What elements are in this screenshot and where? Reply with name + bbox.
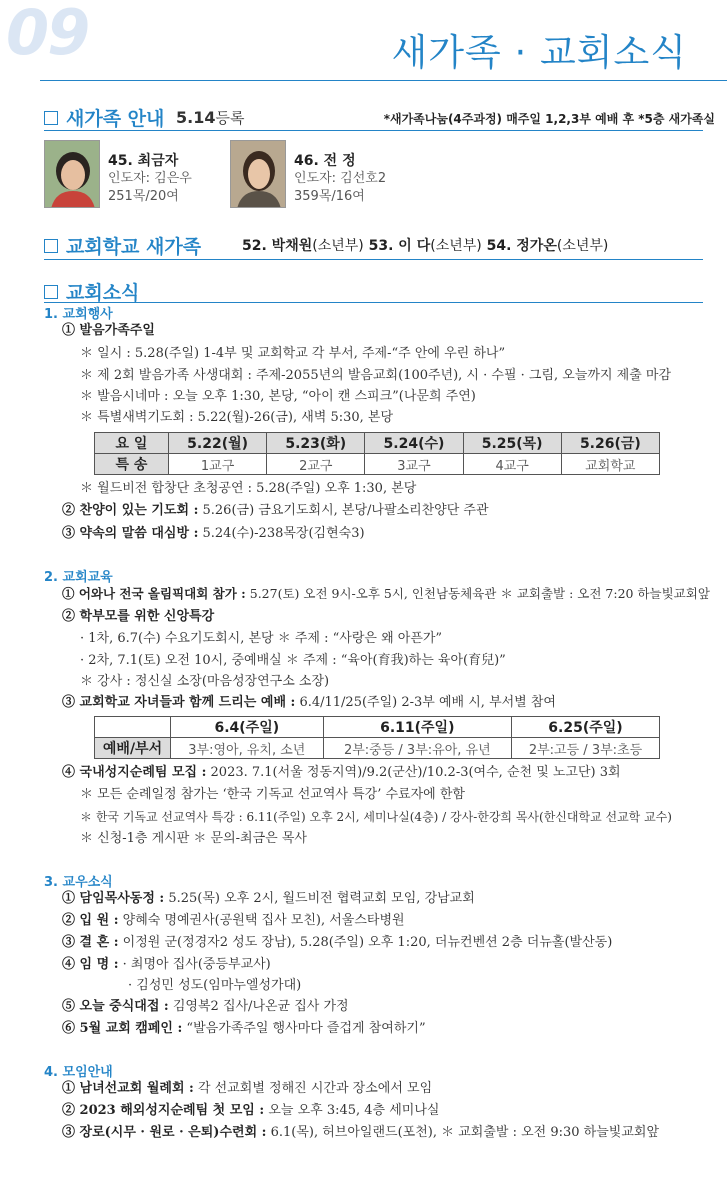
- table-header-cell: [95, 717, 171, 738]
- news-item: ④ 임 명 : · 최명아 집사(중등부교사): [62, 957, 271, 972]
- news-line: ＊ 강사 : 정신실 소장(마음성장연구소 소장): [80, 674, 330, 689]
- news-item: ② 2023 해외성지순례팀 첫 모임 : 오늘 오후 3:45, 4층 세미나실: [62, 1103, 440, 1118]
- table-header-cell: 6.4(주일): [171, 717, 324, 738]
- news-line: · 김성민 성도(임마누엘성가대): [128, 978, 302, 993]
- table-header-cell: 6.25(주일): [512, 717, 660, 738]
- table-header-cell: 5.23(화): [267, 433, 365, 454]
- square-bullet-icon: [44, 285, 58, 299]
- subsection-heading: 2. 교회교육: [44, 570, 113, 585]
- table-header-cell: 5.22(월): [169, 433, 267, 454]
- table-cell: 3부:영아, 유치, 소년: [171, 738, 324, 759]
- header-divider: [40, 80, 727, 81]
- news-line: ＊ 월드비전 합창단 초청공연 : 5.28(주일) 오후 1:30, 본당: [80, 481, 417, 496]
- news-item: ① 남녀선교회 월례회 : 각 선교회별 정해진 시간과 장소에서 모임: [62, 1081, 433, 1096]
- news-item-title: ① 발음가족주일: [62, 323, 155, 338]
- school-entries: 52. 박채원(소년부) 53. 이 다(소년부) 54. 정가온(소년부): [242, 238, 609, 254]
- prayer-schedule-table: [94, 432, 660, 475]
- news-item: ④ 국내성지순례팀 모집 : 2023. 7.1(서울 정동지역)/9.2(군산)/10.2-3(여수, 순천 및 노고단) 3회: [62, 765, 621, 780]
- newfamily-person-2: 46. 전 정 인도자: 김선호2 359목/16여: [294, 153, 387, 204]
- news-line: ＊ 신청-1층 게시판 ＊ 문의-최금은 목사: [80, 831, 307, 846]
- table-header-cell: 5.24(수): [365, 433, 463, 454]
- newfamily-person-1: 45. 최금자 인도자: 김은우 251목/20여: [108, 153, 192, 204]
- news-item: ③ 결 혼 : 이정원 군(정경자2 성도 장남), 5.28(주일) 오후 1:20, 더뉴컨벤션 2층 더뉴홀(발산동): [62, 935, 613, 950]
- news-line: ＊ 한국 기독교 선교역사 특강 : 6.11(주일) 오후 2시, 세미나실(4층) / 강사-한강희 목사(한신대학교 선교학 교수): [80, 810, 672, 824]
- news-line: ＊ 발음시네마 : 오늘 오후 1:30, 본당, “아이 캔 스피크”(나문희 주연): [80, 389, 476, 404]
- news-item: ① 어와나 전국 올림픽대회 참가 : 5.27(토) 오전 9시-오후 5시, 인천남동체육관 ＊ 교회출발 : 오전 7:20 하늘빛교회앞: [62, 586, 710, 601]
- square-bullet-icon: [44, 239, 58, 253]
- table-row-label: 예배/부서: [95, 738, 171, 759]
- news-line: ＊ 일시 : 5.28(주일) 1-4부 및 교회학교 각 부서, 주제-“주 안에 우린 하나”: [80, 346, 506, 361]
- page-header: [0, 0, 727, 82]
- section-divider: [44, 302, 703, 303]
- page-title: 새가족 · 교회소식: [391, 31, 687, 74]
- table-header-cell: 5.25(목): [463, 433, 561, 454]
- subsection-heading: 4. 모임안내: [44, 1065, 113, 1080]
- news-line: · 2차, 7.1(토) 오전 10시, 중예배실 ＊ 주제 : “육아(育我)하는 육아(育兒)”: [80, 653, 506, 668]
- table-header-cell: 요 일: [95, 433, 169, 454]
- news-item-title: ② 학부모를 위한 신앙특강: [62, 609, 215, 624]
- news-line: ＊ 제 2회 발음가족 사생대회 : 주제-2055년의 발음교회(100주년), 시 · 수필 · 그림, 오늘까지 제출 마감: [80, 368, 672, 383]
- news-item: ② 찬양이 있는 기도회 : 5.26(금) 금요기도회시, 본당/나팔소리찬양단 주관: [62, 503, 489, 518]
- worship-table: [94, 716, 660, 759]
- news-item: ⑥ 5월 교회 캠페인 : “발음가족주일 행사마다 즐겁게 참여하기”: [62, 1021, 426, 1036]
- avatar-jeon: [230, 140, 286, 208]
- news-title: 교회소식: [44, 278, 139, 305]
- section-divider: [44, 259, 703, 260]
- subsection-heading: 1. 교회행사: [44, 307, 113, 322]
- news-item: ② 입 원 : 양혜숙 명예권사(공원택 집사 모친), 서울스타병원: [62, 913, 405, 928]
- square-bullet-icon: [44, 111, 58, 125]
- table-cell: 교회학교: [561, 454, 659, 475]
- table-cell: 1교구: [169, 454, 267, 475]
- table-header-cell: 5.26(금): [561, 433, 659, 454]
- news-item: ⑤ 오늘 중식대접 : 김영복2 집사/나온균 집사 가정: [62, 999, 349, 1014]
- page-number: 09: [6, 0, 89, 69]
- news-item: ③ 교회학교 자녀들과 함께 드리는 예배 : 6.4/11/25(주일) 2-3부 예배 시, 부서별 참여: [62, 695, 556, 710]
- news-item: ① 담임목사동정 : 5.25(목) 오후 2시, 월드비전 협력교회 모임, 강남교회: [62, 891, 475, 906]
- table-cell: 2부:중등 / 3부:유아, 유년: [323, 738, 511, 759]
- avatar-choi: [44, 140, 100, 208]
- news-line: · 1차, 6.7(수) 수요기도회시, 본당 ＊ 주제 : “사랑은 왜 아픈가”: [80, 631, 443, 646]
- table-header-cell: 6.11(주일): [323, 717, 511, 738]
- table-cell: 4교구: [463, 454, 561, 475]
- news-line: ＊ 모든 순례일정 참가는 ‘한국 기독교 선교역사 특강’ 수료자에 한함: [80, 787, 465, 802]
- table-row-label: 특 송: [95, 454, 169, 475]
- registration-date: 5.14등록: [176, 108, 245, 127]
- table-cell: 2교구: [267, 454, 365, 475]
- newfamily-note: *새가족나눔(4주과정) 매주일 1,2,3부 예배 후 *5층 새가족실: [383, 112, 715, 126]
- subsection-heading: 3. 교우소식: [44, 875, 113, 890]
- table-cell: 3교구: [365, 454, 463, 475]
- news-item: ③ 약속의 말씀 대심방 : 5.24(수)-238목장(김현숙3): [62, 526, 365, 541]
- section-divider: [44, 130, 703, 131]
- newfamily-title: 새가족 안내: [44, 104, 164, 131]
- school-title: 교회학교 새가족: [44, 232, 201, 259]
- news-item: ③ 장로(시무 · 원로 · 은퇴)수련회 : 6.1(목), 허브아일랜드(포천), ＊ 교회출발 : 오전 9:30 하늘빛교회앞: [62, 1125, 660, 1140]
- news-line: ＊ 특별새벽기도회 : 5.22(월)-26(금), 새벽 5:30, 본당: [80, 410, 394, 425]
- table-cell: 2부:고등 / 3부:초등: [512, 738, 660, 759]
